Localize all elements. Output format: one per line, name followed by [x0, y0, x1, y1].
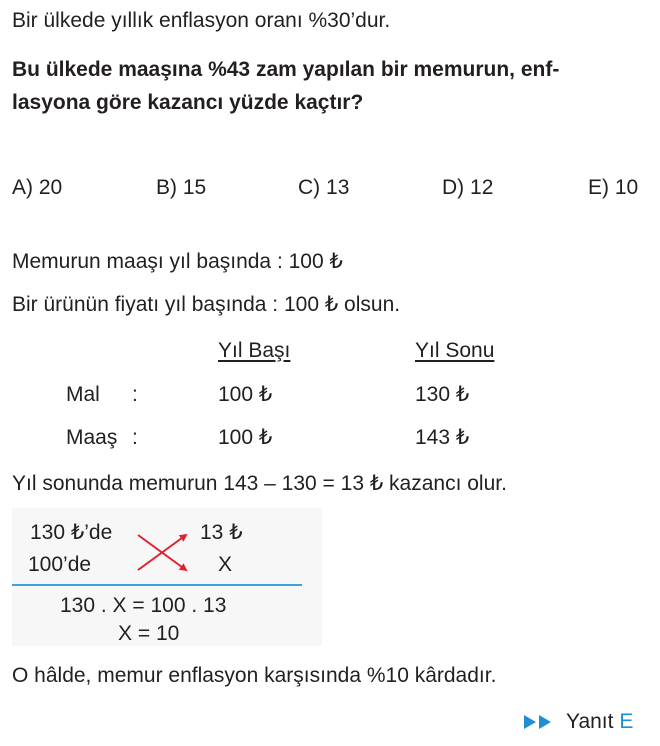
option-e[interactable]: E) 10: [588, 176, 639, 199]
answer-label: Yanıt: [566, 710, 614, 733]
solution-salary-start: Memurun maaşı yıl başında : 100 ₺: [12, 250, 343, 273]
cross-multiply-arrows-icon: [130, 527, 196, 577]
table-header-end: Yıl Sonu: [415, 339, 495, 362]
table-cell-end: 143 ₺: [415, 426, 470, 449]
proportion-right-bottom: X: [218, 553, 233, 576]
option-b[interactable]: B) 15: [156, 176, 207, 199]
question-line-2: lasyona göre kazancı yüzde kaçtır?: [12, 91, 364, 114]
option-c[interactable]: C) 13: [298, 176, 350, 199]
double-arrow-icon: [522, 712, 556, 732]
proportion-left-top: 130 ₺’de: [30, 521, 113, 544]
table-row-label: Mal: [66, 383, 100, 406]
table-cell-start: 100 ₺: [218, 426, 273, 449]
table-row-colon: :: [132, 383, 138, 406]
proportion-divider: [12, 584, 302, 586]
table-cell-start: 100 ₺: [218, 383, 273, 406]
conclusion: O hâlde, memur enflasyon karşısında %10 kârdadır.: [12, 664, 497, 687]
solution-gain: Yıl sonunda memurun 143 – 130 = 13 ₺ kazancı olur.: [12, 472, 507, 495]
table-cell-end: 130 ₺: [415, 383, 470, 406]
proportion-equation: 130 . X = 100 . 13: [60, 594, 227, 617]
table-header-start: Yıl Başı: [218, 339, 291, 362]
solution-price-start: Bir ürünün fiyatı yıl başında : 100 ₺ olsun.: [12, 293, 401, 316]
proportion-result: X = 10: [118, 622, 180, 645]
option-a[interactable]: A) 20: [12, 176, 63, 199]
table-row-colon: :: [132, 426, 138, 449]
proportion-right-top: 13 ₺: [200, 521, 243, 544]
option-d[interactable]: D) 12: [442, 176, 494, 199]
proportion-left-bottom: 100’de: [28, 553, 92, 576]
table-row-label: Maaş: [66, 426, 118, 449]
answer-letter: E: [619, 710, 634, 733]
question-intro: Bir ülkede yıllık enflasyon oranı %30’dur.: [12, 9, 391, 32]
answer: [566, 710, 633, 734]
question-line-1: Bu ülkede maaşına %43 zam yapılan bir memurun, enf-: [12, 58, 560, 81]
